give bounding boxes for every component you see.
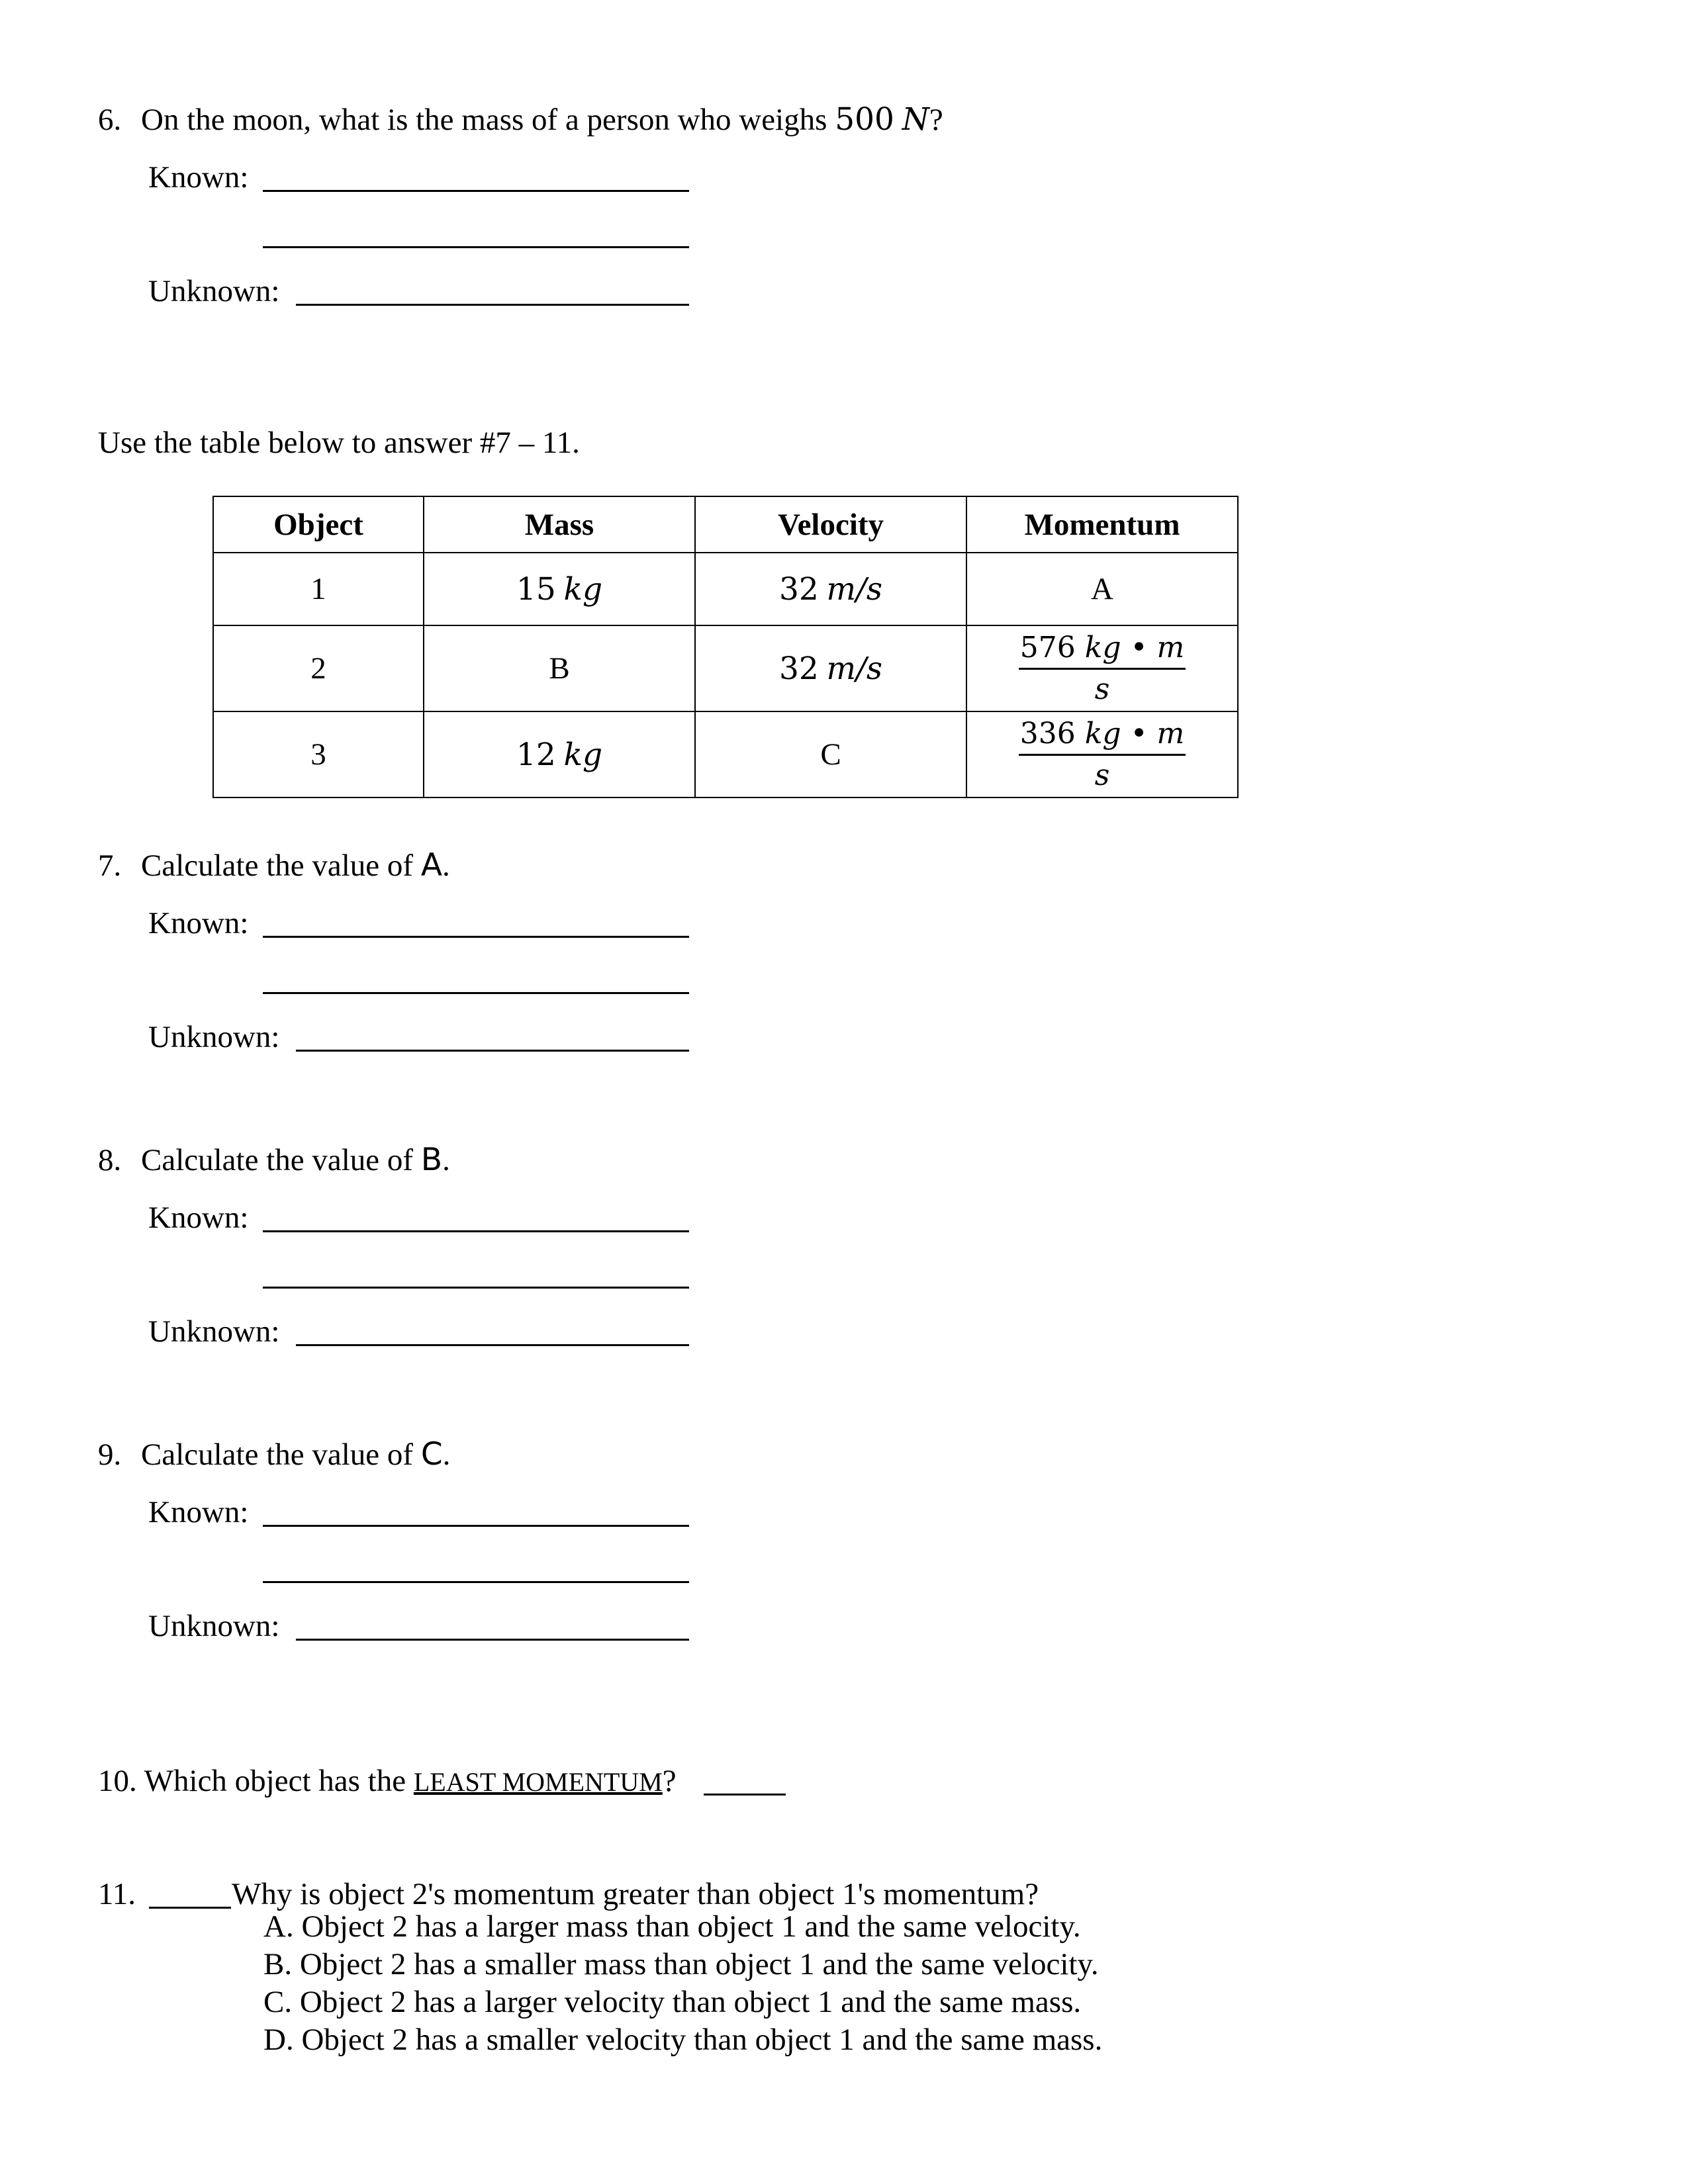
- q8-known-answer-line-2[interactable]: [263, 1287, 689, 1289]
- q9-unknown-label: Unknown:: [148, 1609, 280, 1643]
- q9-known-answer-line-2[interactable]: [263, 1581, 689, 1583]
- question-end: ?: [929, 103, 943, 137]
- momentum-cell: [966, 711, 1238, 797]
- question-10: [98, 1762, 677, 1801]
- q10-answer-line[interactable]: [704, 1794, 786, 1796]
- question-end: .: [442, 1437, 451, 1472]
- q7-unknown-answer-line[interactable]: [296, 1050, 689, 1052]
- weight-unit: N: [902, 101, 929, 138]
- object-cell: 1: [213, 553, 424, 625]
- option-b: B. Object 2 has a smaller mass than object 1 and the same velocity.: [263, 1947, 1099, 1981]
- header-velocity: Velocity: [695, 496, 966, 553]
- question-number: 8.: [98, 1143, 122, 1177]
- header-object: Object: [213, 496, 424, 553]
- question-number: 9.: [98, 1437, 122, 1472]
- weight-value: 500: [835, 101, 894, 138]
- question-11-number: 11.: [98, 1877, 136, 1911]
- q9-known-label: Known:: [148, 1495, 249, 1529]
- least-momentum-emphasis: LEAST MOMENTUM: [413, 1767, 663, 1797]
- velocity-cell: C: [695, 711, 966, 797]
- q8-unknown-label: Unknown:: [148, 1314, 280, 1349]
- q6-known-answer-line-2[interactable]: [263, 246, 689, 248]
- header-momentum: Momentum: [966, 496, 1238, 553]
- question-text: Calculate the value of: [141, 1437, 414, 1472]
- q11-answer-line[interactable]: [149, 1907, 231, 1909]
- question-11-text: Why is object 2's momentum greater than object 1's momentum?: [232, 1877, 1039, 1911]
- q6-unknown-answer-line[interactable]: [296, 304, 689, 306]
- mass-value: 15: [516, 570, 556, 608]
- momentum-fraction: [1019, 714, 1186, 796]
- question-letter: A: [420, 847, 442, 884]
- question-letter: B: [420, 1142, 443, 1178]
- q7-known-answer-line-2[interactable]: [263, 992, 689, 994]
- q8-unknown-answer-line[interactable]: [296, 1344, 689, 1346]
- question-6: [98, 101, 943, 138]
- mass-unit: kg: [563, 736, 603, 773]
- option-c: C. Object 2 has a larger velocity than object 1 and the same mass.: [263, 1985, 1082, 2019]
- question-letter: C: [420, 1436, 443, 1473]
- question-number: 7.: [98, 848, 122, 883]
- velocity-unit: m/s: [826, 570, 883, 608]
- q8-known-label: Known:: [148, 1201, 249, 1235]
- mass-unit: kg: [563, 570, 603, 608]
- table-intro: Use the table below to answer #7 – 11.: [98, 426, 580, 460]
- object-cell: 2: [213, 625, 424, 711]
- momentum-unit: kg • m: [1084, 716, 1185, 751]
- momentum-cell: [966, 625, 1238, 711]
- table-row: [213, 711, 1238, 797]
- velocity-value: 32: [778, 650, 819, 687]
- question-7: [98, 847, 450, 884]
- mass-cell: [424, 553, 695, 625]
- momentum-unit: kg • m: [1084, 630, 1185, 664]
- option-d: D. Object 2 has a smaller velocity than object 1 and the same mass.: [263, 2023, 1103, 2057]
- q7-known-label: Known:: [148, 906, 249, 940]
- momentum-value: 336: [1019, 716, 1076, 751]
- q8-known-answer-line-1[interactable]: [263, 1230, 689, 1232]
- q6-unknown-label: Unknown:: [148, 274, 280, 308]
- table-row: [213, 553, 1238, 625]
- velocity-unit: m/s: [826, 650, 883, 687]
- mass-cell: B: [424, 625, 695, 711]
- velocity-cell: [695, 553, 966, 625]
- q9-known-answer-line-1[interactable]: [263, 1525, 689, 1527]
- question-text: Calculate the value of: [141, 848, 414, 883]
- question-9: [98, 1436, 450, 1473]
- momentum-denominator: s: [1094, 758, 1110, 792]
- question-text: On the moon, what is the mass of a person who weighs: [141, 103, 827, 137]
- velocity-value: 32: [778, 570, 819, 608]
- q11-options: [263, 1908, 1102, 2059]
- question-text: Which object has the: [144, 1764, 406, 1798]
- momentum-value: 576: [1019, 630, 1076, 664]
- velocity-cell: [695, 625, 966, 711]
- question-number: 10.: [98, 1764, 137, 1798]
- table-header-row: [213, 496, 1238, 553]
- mass-cell: [424, 711, 695, 797]
- q6-known-answer-line-1[interactable]: [263, 190, 689, 192]
- option-a: A. Object 2 has a larger mass than object 1 and the same velocity.: [263, 1909, 1081, 1944]
- table-row: [213, 625, 1238, 711]
- momentum-denominator: s: [1094, 672, 1110, 706]
- object-cell: 3: [213, 711, 424, 797]
- momentum-cell: A: [966, 553, 1238, 625]
- q7-known-answer-line-1[interactable]: [263, 936, 689, 938]
- momentum-table: [212, 496, 1239, 798]
- q6-known-label: Known:: [148, 160, 249, 195]
- question-end: .: [442, 848, 450, 883]
- mass-value: 12: [516, 736, 556, 773]
- question-number: 6.: [98, 103, 122, 137]
- question-end: ?: [662, 1764, 677, 1798]
- question-end: .: [442, 1143, 450, 1177]
- q9-unknown-answer-line[interactable]: [296, 1639, 689, 1641]
- momentum-fraction: [1019, 628, 1186, 709]
- header-mass: Mass: [424, 496, 695, 553]
- q7-unknown-label: Unknown:: [148, 1020, 280, 1054]
- question-text: Calculate the value of: [141, 1143, 414, 1177]
- question-8: [98, 1142, 450, 1179]
